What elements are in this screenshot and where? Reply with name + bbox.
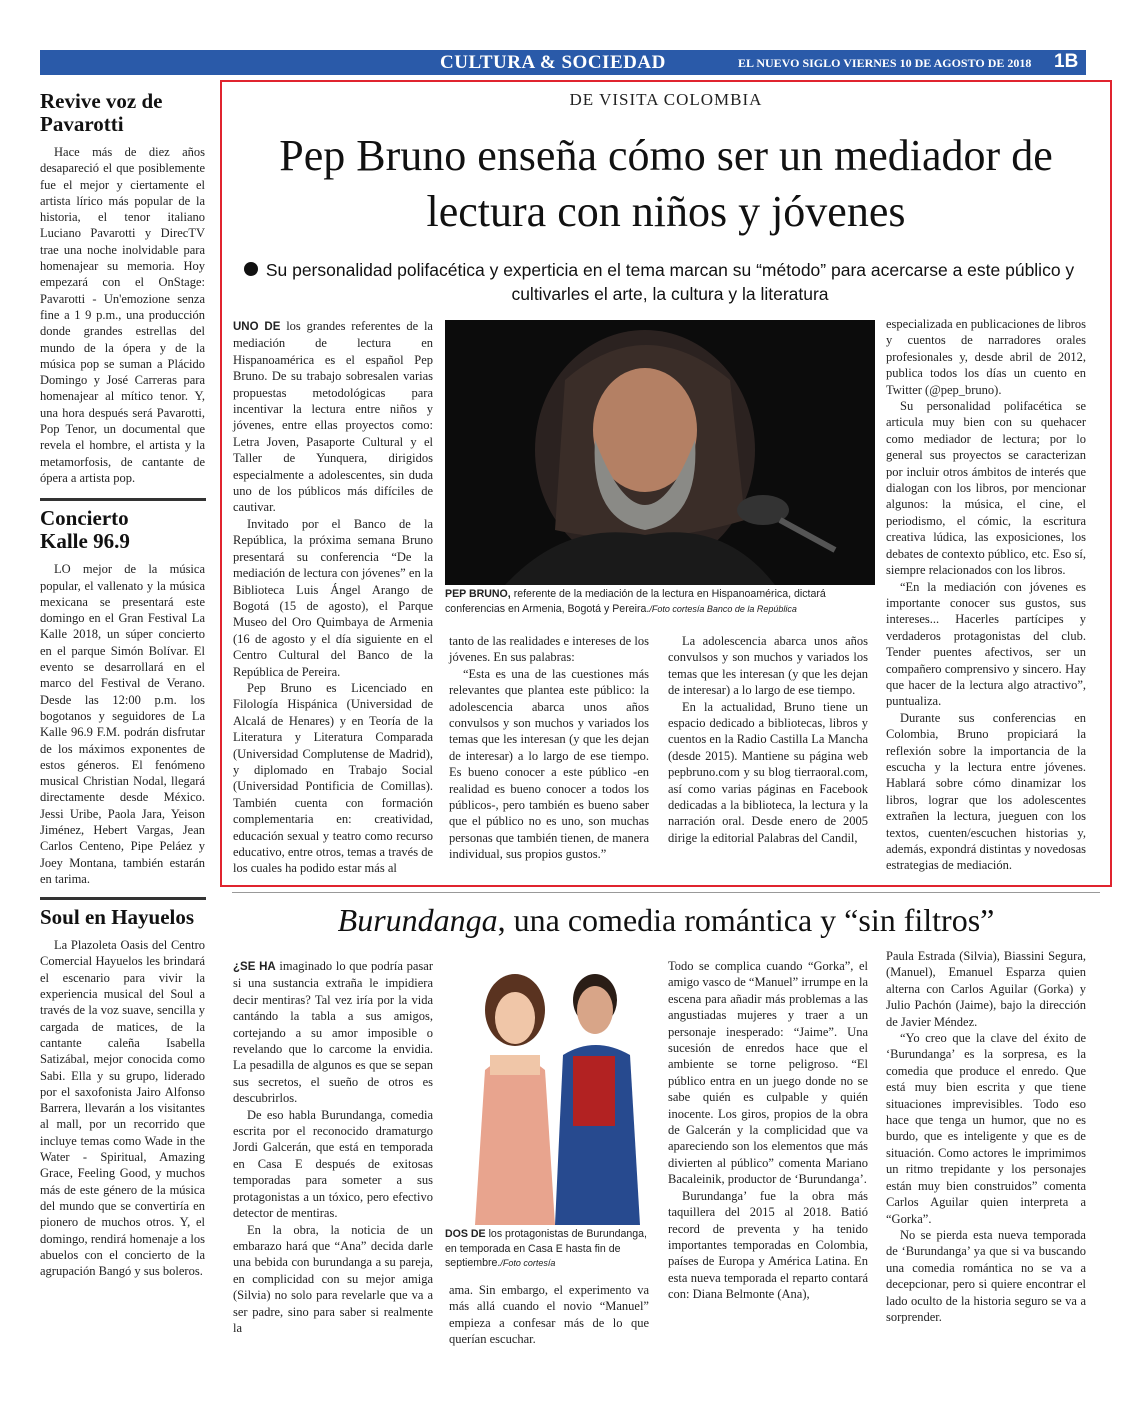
article-kicker: DE VISITA COLOMBIA: [569, 90, 763, 109]
burundanga-cast-photo: [445, 960, 660, 1225]
article2-headline: [232, 900, 1100, 940]
headline-italic: Burundanga: [337, 902, 498, 938]
paragraph: tanto de las realidades e intereses de los jóvenes. En sus palabras:: [449, 634, 649, 665]
paragraph: Su personalidad polifacética se articula muy bien con su quehacer como mediador de lectura; por lo general sus proyectos se caracterizan por incluir otros ámbitos de interés que dialogan con los libros, por mencionar algunos: la música, el cine, el periodismo, el cómic, la escritura creativa lúdica, las exposiciones, los debates de contexto público, etc. Eso sí, siempre relacionados con los libros.: [886, 399, 1086, 578]
paragraph: La adolescencia abarca unos años convulsos y son muchos y variados los temas que les interesan (y que les dejan de interesar) a lo largo de ese tiempo.: [668, 634, 868, 698]
sidebar-body-kalle: LO mejor de la música popular, el vallenato y la música mexicana se presentará este domingo en el Gran Festival La Kalle 2018, un súper concierto en el parque Simón Bolívar. El evento se desarrollará en el marco del Festival de Verano. Desde las 12:00 p.m. los bogotanos y seguidores de La Kalle 96.9 F.M. podrán disfrutar de los máximos exponentes de estos géneros. El fenómeno musical Christian Nodal, llegará directamente desde México. Jessi Uribe, Paola Jara, Yeison Jiménez, Hebert Vargas, Jean Carlos Centeno, Pipe Peláez y Joey Montana, también estarán en tarima.: [40, 562, 205, 886]
caption-lead: DOS DE: [445, 1228, 486, 1240]
sidebar-body-soul: La Plazoleta Oasis del Centro Comercial Hayuelos les brindará el escenario para vivir la experiencia musical del Soul a través de la voz suave, sencilla y cargada de matices, de la cantante caleña Isabella Satizábal, mejor conocida como Sabi. Ella y su grupo, liderado por el saxofonista Jairo Alfonso Barrera, llevarán a los visitantes al mall, por un recorrido que incluye temas como Wade in the Water - Spiritual, Amazing Grace, Feeling Good, y muchos más de este género de la música del mundo que se convertiría en pionero de muchos otros. Y, el domingo, rendirá homenaje a los abuelos con el concierto de la agrupación Bangó y sus boleros.: [40, 938, 205, 1279]
sidebar-title-kalle: Concierto Kalle 96.9: [40, 506, 130, 554]
paragraph: ama. Sin embargo, el experimento va más allá cuando el novio “Manuel” empieza a confesar más de lo que querían escuchar.: [449, 1283, 649, 1347]
caption-lead: PEP BRUNO,: [445, 588, 511, 600]
paragraph: De eso habla Burundanga, comedia escrita por el reconocido dramaturgo Jordi Galcerán, que está en temporada en Casa E después de exitosas temporadas para someter a sus protagonistas a un tóxico, pero efectivo detector de mentiras.: [233, 1107, 433, 1221]
sidebar-title-soul: Soul en Hayuelos: [40, 905, 195, 930]
article1-column-3: [668, 633, 868, 846]
photo-credit: /Foto cortesía Banco de la República: [649, 603, 797, 614]
photo-credit: /Foto cortesía: [500, 1258, 556, 1268]
paragraph: “Yo creo que la clave del éxito de ‘Burundanga’ es la sorpresa, es la comedia que produce el enredo. Que está muy bien escrita y que tiene situaciones imprevisibles. Todo eso hace que tenga un humor, que no es burdo, que es inteligente y que es de situación. Como actores le imprimimos un ritmo trepidante y los personajes están muy bien construidos” comenta Carlos Aguilar quien interpreta a “Gorka”.: [886, 1031, 1086, 1226]
photo-caption: [445, 1227, 660, 1271]
sidebar: [40, 90, 208, 1279]
article-lead-caps: ¿SE HA: [233, 961, 276, 973]
caption-text: referente de la mediación de la lectura en Hispanoamérica, dictará conferencias en Armenia, Bogotá y Pereira.: [445, 588, 826, 615]
article1-column-2: [449, 633, 649, 863]
sidebar-body-pavarotti: Hace más de diez años desapareció el que posiblemente fue el mejor y ciertamente el artista lírico más popular de la historia, el tenor italiano Luciano Pavarotti y DirecTV trae una noche inolvidable para homenajear su memoria. Hoy empezará con el OnStage: Pavarotti - Un'emozione senza fine a 1 9 p.m., una producción donde grandes estrellas del mundo de la ópera y de la música pop se suman a Plácido Domingo y José Carreras para homenajear al mítico tenor. Y, una hora después será Pavarotti, Pop Tenor, un documental que revela el hombre, el artista y la metamorfosis, de cantante de ópera a artista pop.: [40, 145, 205, 485]
article2-column-4: [886, 948, 1086, 1325]
section-title: CULTURA & SOCIEDAD: [440, 52, 666, 73]
paragraph: Todo se complica cuando “Gorka”, el amigo vasco de “Manuel” irrumpe en la escena para añadir más problemas a las angustiadas mujeres y traer a un personaje inesperado: “Jaime”. Una sucesión de enredos hace que el ambiente se torne peligroso. “El público entra en un juego donde no se sabe quién es culpable y quién inocente. Los giros, propios de la obra de Galcerán y la complicidad que va apareciendo son los elementos que más divierten al público” comenta Mariano Bacaleinik, productor de ‘Burundanga’.: [668, 959, 868, 1187]
sidebar-divider: [40, 897, 206, 900]
paragraph: En la actualidad, Bruno tiene un espacio dedicado a bibliotecas, libros y cuentos en la Radio Castilla La Mancha (desde 2015). Mantiene su página web pepbruno.com y su blog tierraoral.com, así como varias páginas en Facebook dedicadas a la biblioteca, la lectura y la narración oral. Desde enero de 2005 dirige la editorial Palabras del Candil,: [668, 699, 868, 845]
paragraph: En la obra, la noticia de un embarazo hará que “Ana” decida darle una bebida con burundanga a su pareja, en complicidad con su mejor amiga (Silvia) no solo para revelarle que va a ser padre, sino para saber si realmente la: [233, 1222, 433, 1335]
article-lead-caps: UNO DE: [233, 321, 281, 333]
sidebar-divider: [40, 498, 206, 501]
sidebar-title-pavarotti: Revive voz de Pavarotti: [40, 89, 163, 136]
article-subhead: Su personalidad polifacética y experticia en el tema marcan su “método” para acercarse a este público y cultivarles el arte, la cultura y la literatura: [265, 260, 1075, 304]
paragraph: imaginado lo que podría pasar si una sustancia extraña le impidiera decir mentiras? Tal vez iría por la vida cantándo la tabla a sus amigos, cortejando a su amor imposible o revelando que lo carcome la envidia. La pesadilla de algunos es que se sepan sus secretos, el sueño de otros es descubrirlos.: [233, 959, 434, 1106]
article2-column-1: [233, 958, 433, 1336]
article2-column-3: [668, 958, 868, 1303]
paragraph: Durante sus conferencias en Colombia, Bruno propiciará la reflexión sobre la importancia de la escucha y la lectura entre jóvenes. Hablará sobre cómo dinamizar los libros, lograr que los adolescentes extrañen la lectura, jueguen con los textos, cuenten/escuchen historias y, además, expondrá distintas y novedosas estrategias de mediación.: [886, 710, 1086, 873]
article-divider: [232, 892, 1100, 893]
paragraph: especializada en publicaciones de libros y cuentos de narradores orales profesionales y, desde abril de 2012, publica todos los días un cuento en Twitter (@pep_bruno).: [886, 317, 1086, 397]
paragraph: Pep Bruno es Licenciado en Filología Hispánica (Universidad de Alcalá de Henares) y en Teoría de la Literatura y Literatura Comparada (Universidad Complutense de Madrid), y diplomado en Trabajo Social (Universidad Pontificia de Comillas). También cuenta con formación complementaria en: creatividad, educación sexual y teatro como recurso educativo, entre otros, temas a través de los cuales ha podido estar más al: [233, 680, 433, 876]
pep-bruno-photo: [445, 320, 875, 585]
article-headline: Pep Bruno enseña cómo ser un mediador de lectura con niños y jóvenes: [279, 131, 1053, 236]
article2-column-2: [449, 1282, 649, 1348]
paragraph: los grandes referentes de la mediación de lectura en Hispanoamérica es el español Pep Bruno. De su trabajo sobresalen varias propuestas metodológicas para incentivar la lectura entre niños y jóvenes, entre ellas proyectos como: Letra Joven, Pasaporte Cultural y el Taller de Yunquera, dirigidos especialmente a adolescentes, sin duda uno de los públicos más difíciles de cautivar.: [233, 319, 433, 515]
paragraph: Burundanga’ fue la obra más taquillera del 2015 al 2018. Batió record de preventa y ha tenido importantes temporadas en Colombia, países de Europa y América Latina. En esta nueva temporada el reparto contará con: Diana Belmonte (Ana),: [668, 1188, 868, 1302]
headline-rest: , una comedia romántica y “sin filtros”: [497, 902, 995, 938]
paragraph: No se pierda esta nueva temporada de ‘Burundanga’ ya que si va buscando una comedia romántica no se va a decepcionar, pero si quiere encontrar el lado oculto de la historia seguro se va a sorprender.: [886, 1227, 1086, 1324]
paragraph: Invitado por el Banco de la República, la próxima semana Bruno presentará su conferencia “De la mediación de lectura con jóvenes” en la Biblioteca Luis Ángel Arango de Bogotá (15 de agosto), el Parque Museo del Oro Quimbaya de Armenia (16 de agosto y el día siguiente en el Centro Cultural del Banco de la República de Pereira.: [233, 516, 433, 679]
paragraph: “En la mediación con jóvenes es importante conocer sus gustos, sus intereses... Hacerles partícipes y verdaderos protagonistas del club. Tender puentes afectivos, ser un compañero comprensivo y sincero. Hay que hacer de la lectura algo atractivo”, puntualiza.: [886, 579, 1086, 709]
masthead-date: EL NUEVO SIGLO VIERNES 10 DE AGOSTO DE 2018: [738, 56, 1032, 70]
page-number: 1B: [1054, 51, 1079, 72]
article1-column-1: [233, 318, 433, 877]
paragraph: “Esta es una de las cuestiones más relevantes que plantea este público: la adolescencia abarca unos años convulsos y son muchos y variados los temas que les interesan (y que les dejan de interesar) a lo largo de ese tiempo. Es bueno conocer a este público -en realidad es bueno conocer a todos los públicos-, pero también es bueno saber que el público no es uno, son muchas personas que también tienen, de manera individual, sus propios gustos.”: [449, 666, 649, 862]
article1-column-4: [886, 316, 1086, 874]
photo-caption: [445, 587, 875, 616]
caption-text: los protagonistas de Burundanga, en temporada en Casa E hasta fin de septiembre.: [445, 1228, 647, 1269]
paragraph: Paula Estrada (Silvia), Biassini Segura, (Manuel), Emanuel Esparza quien alterna con Carlos Aguilar (Gorka) y Julio Pachón (Jaime), bajo la dirección de Javier Méndez.: [886, 949, 1086, 1029]
